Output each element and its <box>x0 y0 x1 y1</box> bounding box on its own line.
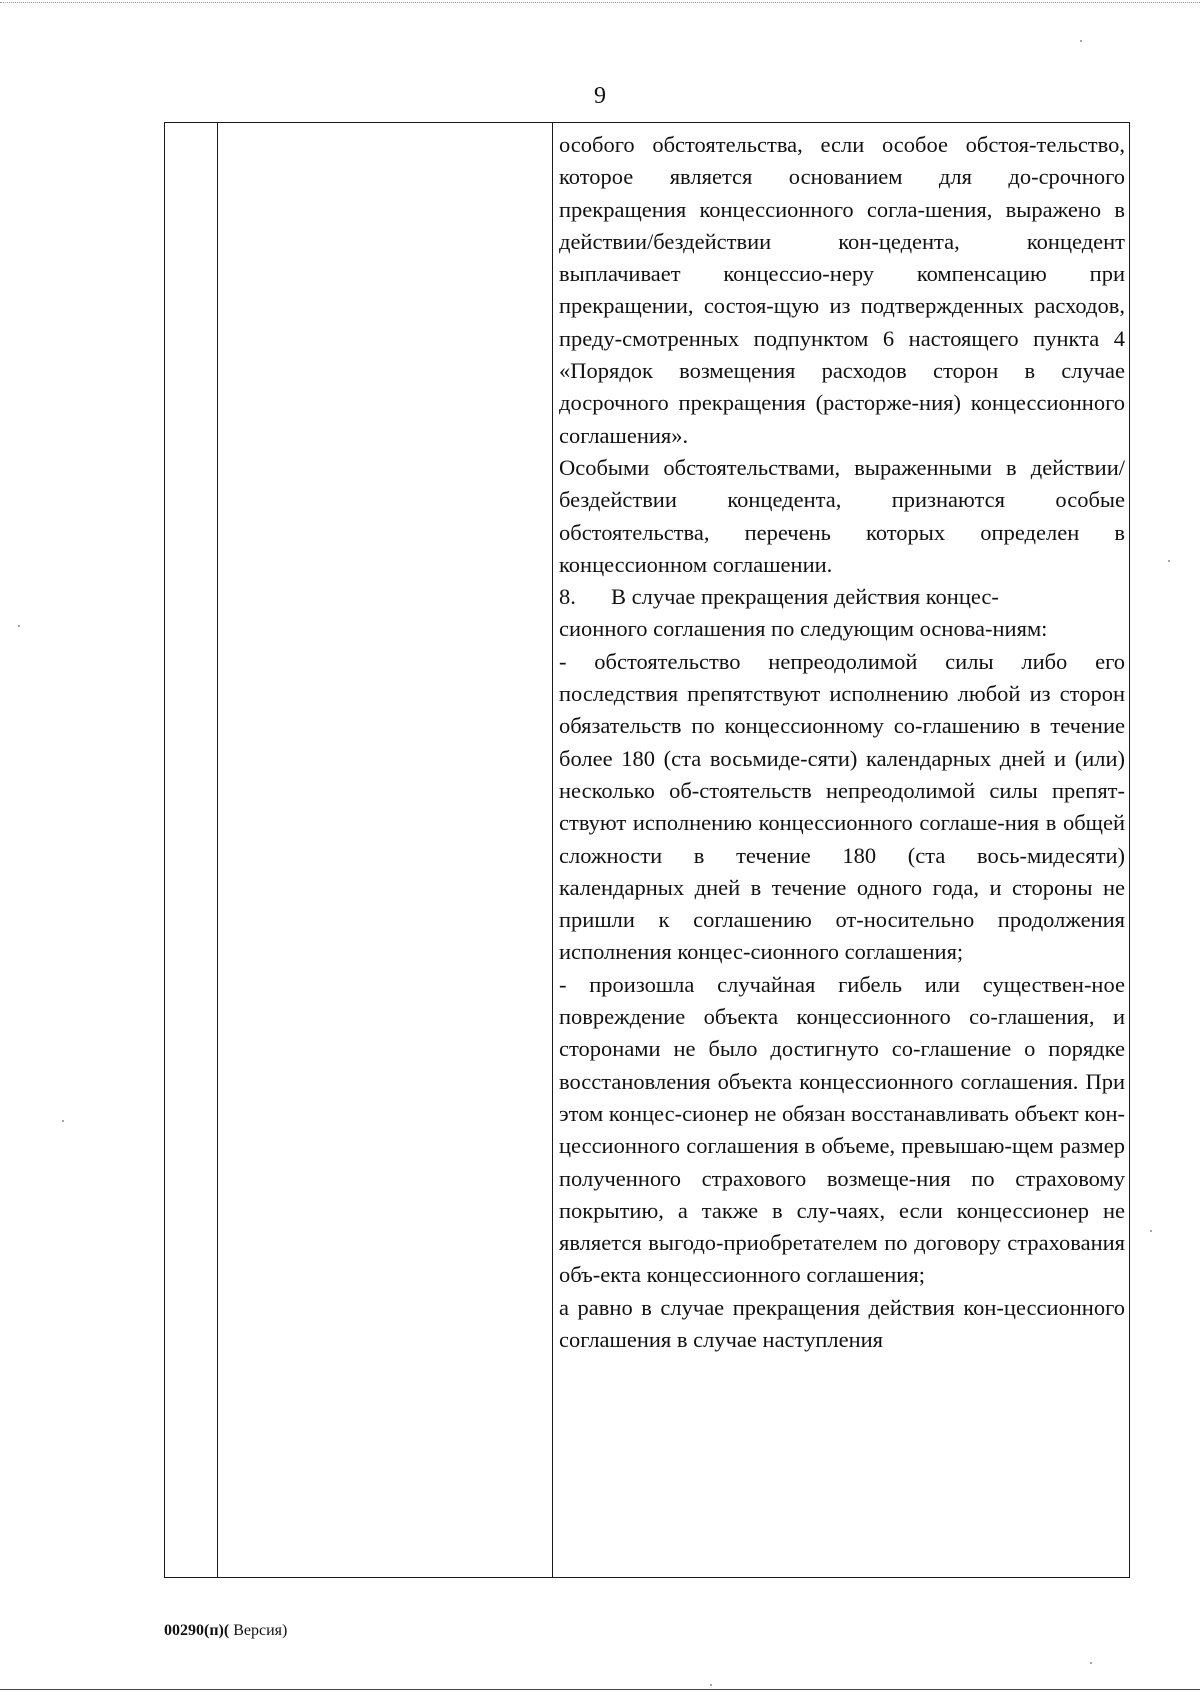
scan-bottom-edge <box>0 1689 1200 1690</box>
scan-top-edge <box>0 2 1200 3</box>
paragraph-termination-tail: а равно в случае прекращения действия кон-цессионного соглашения в случае наступления <box>559 1294 1125 1352</box>
footer-code-number: 00290(п)( <box>164 1622 230 1639</box>
paragraph-special-circumstances: Особыми обстоятельствами, выраженными в действии/бездействии концедента, признаются особые обстоятельства, перечень которых определен в концессионном соглашении. <box>559 454 1125 577</box>
document-footer-code <box>164 1621 287 1641</box>
document-table <box>164 122 1130 1578</box>
table-cell-content <box>553 123 1130 1578</box>
scan-speck <box>710 1684 712 1686</box>
footer-version-label: Версия) <box>229 1622 288 1639</box>
scan-speck <box>18 625 20 627</box>
list-item-accidental-loss: - произошла случайная гибель или существен-ное повреждение объекта концессионного со-глашения, и сторонами не было достигнуто со-глашение о порядке восстановления объекта концессионного соглашения. При этом концес-сионер не обязан восстанавливать объект кон-цессионного соглашения в объеме, превышаю-щем размер полученного страхового возмеще-ния по страховому покрытию, а также в слу-чаях, если концессионер не является выгодо-приобретателем по договору страхования объ-екта концессионного соглашения; <box>559 971 1125 1288</box>
item-8-lead-text: В случае прекращения действия концес- <box>611 584 999 610</box>
page-number: 9 <box>594 83 606 109</box>
scan-speck <box>1168 560 1170 562</box>
table-cell-name <box>218 123 553 1578</box>
paragraph-compensation: особого обстоятельства, если особое обстоя-тельство, которое является основанием для до-срочного прекращения концессионного согла-шения, выражено в действии/бездействии кон-цедента, концедент выплачивает концессио-неру компенсацию при прекращении, состоя-щую из подтвержденных расходов, преду-смотренных подпунктом 6 настоящего пункта 4 «Порядок возмещения расходов сторон в случае досрочного прекращения (расторже-ния) концессионного соглашения». <box>559 132 1125 448</box>
scan-speck <box>1090 1662 1092 1664</box>
content-text-block <box>553 123 1129 1356</box>
paragraph-item-8-lead <box>559 581 1125 613</box>
table-cell-number <box>165 123 218 1578</box>
item-8-number: 8. <box>559 584 576 610</box>
scan-speck <box>1080 40 1082 42</box>
list-item-force-majeure: - обстоятельство непреодолимой силы либо его последствия препятствуют исполнению любой из сторон обязательств по концессионному со-глашению в течение более 180 (ста восьмиде-сяти) календарных дней и (или) несколько об-стоятельств непреодолимой силы препят-ствуют исполнению концессионного соглаше-ния в общей сложности в течение 180 (ста вось-мидесяти) календарных дней в течение одного года, и стороны не пришли к соглашению от-носительно продолжения исполнения концес-сионного соглашения; <box>559 648 1125 965</box>
table-row <box>165 123 1130 1578</box>
paragraph-item-8-continuation: сионного соглашения по следующим основа-ниям: <box>559 616 1048 642</box>
scan-speck <box>62 1120 64 1122</box>
scan-speck <box>1150 1230 1152 1232</box>
